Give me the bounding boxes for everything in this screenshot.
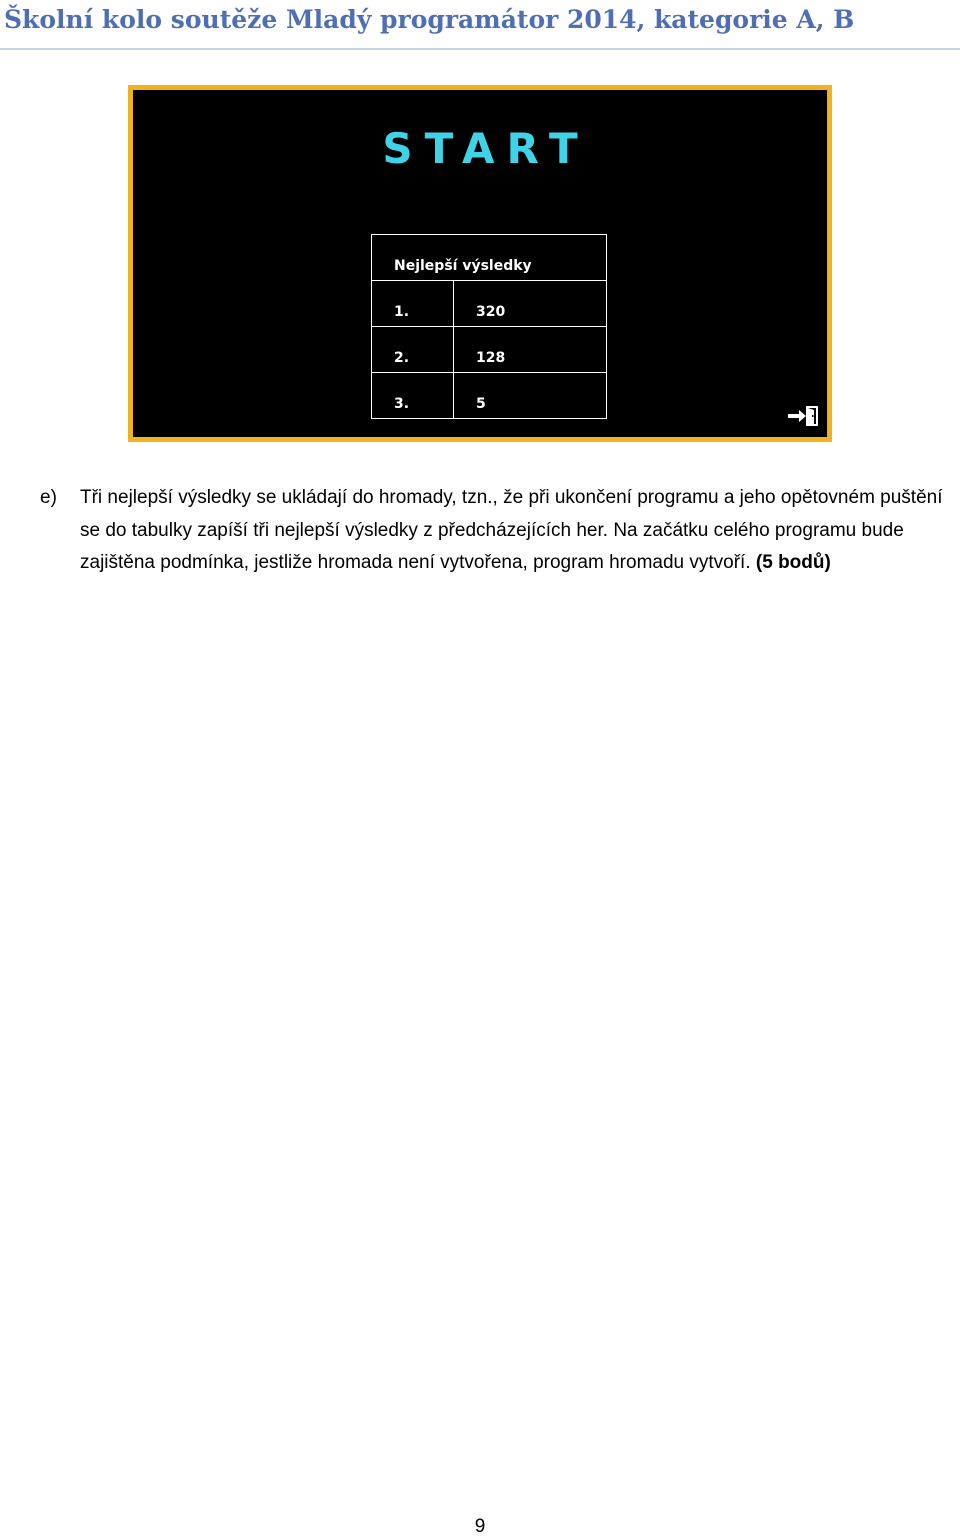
page-title: Školní kolo soutěže Mladý programátor 2014, kategorie A, B bbox=[4, 5, 855, 34]
high-scores-table bbox=[371, 234, 607, 419]
question-text: Tři nejlepší výsledky se ukládají do hromady, tzn., že při ukončení programu a jeho opětovném puštění se do tabulky zapíší tři nejlepší výsledky z předcházejících her. Na začátku celého programu bude zajištěna podmínka, jestliže hromada není vytvořena, program hromadu vytvoří. bbox=[80, 487, 943, 574]
rank-cell: 1. bbox=[372, 281, 454, 327]
table-header-row bbox=[372, 235, 607, 281]
start-title: START bbox=[382, 124, 590, 173]
score-cell: 320 bbox=[454, 281, 607, 327]
score-cell: 5 bbox=[454, 373, 607, 419]
page-number: 9 bbox=[474, 1516, 486, 1537]
question-text-block bbox=[80, 482, 955, 580]
question-e bbox=[40, 482, 955, 580]
game-screenshot bbox=[128, 85, 832, 442]
question-points: (5 bodů) bbox=[755, 552, 831, 574]
table-row bbox=[372, 327, 607, 373]
table-row bbox=[372, 373, 607, 419]
table-row bbox=[372, 281, 607, 327]
page-header bbox=[0, 0, 960, 50]
question-label: e) bbox=[40, 487, 57, 508]
table-heading: Nejlepší výsledky bbox=[372, 235, 607, 281]
rank-cell: 2. bbox=[372, 327, 454, 373]
rank-cell: 3. bbox=[372, 373, 454, 419]
score-cell: 128 bbox=[454, 327, 607, 373]
exit-door-icon bbox=[787, 405, 819, 427]
